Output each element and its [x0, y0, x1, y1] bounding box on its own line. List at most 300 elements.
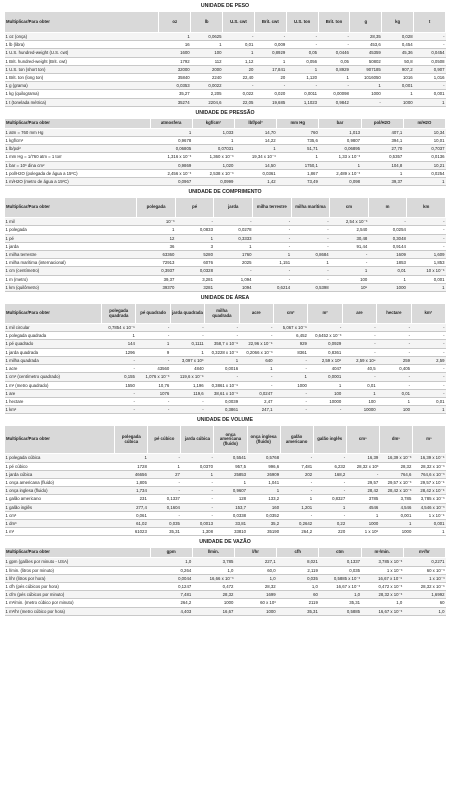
- table-cell: -: [136, 332, 170, 340]
- table-cell: 35,31: [277, 607, 319, 615]
- row-label: 1 lb/pol²: [5, 145, 151, 153]
- table-cell: 1: [247, 487, 280, 495]
- row-label: 1 kgf/cm²: [5, 137, 151, 145]
- table-cell: 0,8929: [254, 49, 286, 57]
- table-cell: 2,54 x 10⁻³: [330, 218, 369, 226]
- table-row: [5, 283, 446, 291]
- table-cell: 14,50: [234, 161, 276, 169]
- table-cell: 1,041: [247, 478, 280, 486]
- table-cell: 10⁵: [330, 283, 369, 291]
- column-header-polegada-quadrada: polegada quadrada: [102, 304, 136, 324]
- table-cell: 1,151: [253, 259, 292, 267]
- table-cell: 100: [377, 406, 411, 414]
- table-cell: 760: [277, 128, 319, 136]
- table-header-row: [5, 304, 446, 324]
- table-cell: 133,2: [247, 495, 280, 503]
- table-cell: 247,1: [239, 406, 273, 414]
- table-cell: 72913: [137, 259, 176, 267]
- table-cell: 0,0338: [214, 511, 247, 519]
- table-row: [5, 348, 446, 356]
- table-cell: 0,00098: [318, 90, 350, 98]
- table-row: [5, 178, 446, 186]
- table-cell: 0,1247: [150, 582, 192, 590]
- table-cell: 119,6 x 10⁻⁶: [170, 373, 204, 381]
- table-cell: 1: [137, 226, 176, 234]
- table-cell: 1728: [115, 462, 148, 470]
- table-cell: -: [205, 324, 239, 332]
- table-row: [5, 381, 446, 389]
- table-cell: 0,0353: [159, 82, 191, 90]
- row-label: 1 bar = 10⁶ dina cm²: [5, 161, 151, 169]
- row-label: 1 jarda: [5, 242, 137, 250]
- header-multiplicar-para-obter: Multiplicar/Para obter: [5, 12, 159, 33]
- table-cell: -: [239, 373, 273, 381]
- table-cell: -: [308, 324, 342, 332]
- table-cell: 0,5398: [291, 283, 330, 291]
- column-header-milha-maritima: milha marítima: [291, 198, 330, 218]
- row-label: 1 galão inglês: [5, 503, 115, 511]
- column-header-polegada-cubica: polegada cúbica: [115, 426, 148, 454]
- table-cell: 60: [277, 591, 319, 599]
- table-cell: 39,37: [361, 178, 403, 186]
- table-cell: 0,1604: [148, 503, 181, 511]
- table-row: [5, 511, 446, 519]
- table-cell: -: [280, 511, 313, 519]
- table-cell: 1,6992: [403, 591, 445, 599]
- row-label: 1 polegada: [5, 226, 137, 234]
- table-cell: 0,009: [254, 41, 286, 49]
- table-cell: 1792: [159, 57, 191, 65]
- table-cell: 358,7 x 10⁻⁸: [205, 340, 239, 348]
- table-cell: -: [286, 41, 318, 49]
- table-cell: 33810: [214, 528, 247, 536]
- table-cell: 46656: [115, 470, 148, 478]
- column-header-cm: cm: [330, 198, 369, 218]
- table-cell: 16,67 x 10⁻³: [319, 582, 361, 590]
- table-cell: 35,27: [159, 90, 191, 98]
- table-cell: 0,06805: [150, 145, 192, 153]
- table-cell: 1: [414, 98, 446, 106]
- table-cell: 0,22: [313, 519, 346, 527]
- table-cell: 1760: [214, 251, 253, 259]
- table-cell: 50802: [350, 57, 382, 65]
- table-cell: 3: [175, 242, 214, 250]
- table-cell: 0,3937: [137, 267, 176, 275]
- table-cell: -: [377, 332, 411, 340]
- table-cell: 1000: [346, 519, 379, 527]
- table-cell: -: [102, 365, 136, 373]
- table-cell: 1,1023: [286, 98, 318, 106]
- table-cell: -: [205, 373, 239, 381]
- column-header-l-hr: l/hr: [234, 548, 276, 558]
- table-cell: 1016050: [350, 74, 382, 82]
- table-cell: -: [411, 381, 445, 389]
- table-cell: 1: [286, 65, 318, 73]
- table-cell: 0,2066 x 10⁻³: [239, 348, 273, 356]
- column-header-m: m²: [308, 304, 342, 324]
- column-header-l-min: l/min.: [192, 548, 234, 558]
- table-cell: -: [253, 267, 292, 275]
- table-cell: 0,0254: [368, 226, 407, 234]
- table-cell: 63360: [137, 251, 176, 259]
- table-cell: 0,001: [379, 511, 412, 519]
- table-cell: 1,360 x 10⁻³: [192, 153, 234, 161]
- table-cell: 1094: [214, 283, 253, 291]
- table-cell: -: [148, 478, 181, 486]
- table-row: [5, 226, 446, 234]
- table-cell: 100: [330, 275, 369, 283]
- conversion-table-unidade-de-volume: [4, 425, 446, 536]
- table-cell: -: [280, 454, 313, 462]
- table-cell: 929: [273, 340, 307, 348]
- table-cell: 1: [319, 161, 361, 169]
- table-cell: 8361: [273, 348, 307, 356]
- table-row: [5, 33, 446, 41]
- table-cell: 640: [239, 356, 273, 364]
- row-label: 1 onça americana (fluido): [5, 478, 115, 486]
- table-row: [5, 145, 446, 153]
- table-cell: -: [330, 259, 369, 267]
- table-row: [5, 566, 446, 574]
- table-cell: 1: [411, 406, 445, 414]
- table-cell: -: [291, 242, 330, 250]
- table-cell: 0,2642: [280, 519, 313, 527]
- table-cell: 91,44: [330, 242, 369, 250]
- table-cell: 0,3861 x 10⁻⁶: [205, 381, 239, 389]
- table-cell: 27: [148, 470, 181, 478]
- table-cell: 1 x 10⁻⁶: [412, 511, 445, 519]
- table-cell: 60,0: [234, 566, 276, 574]
- table-cell: 0,020: [254, 90, 286, 98]
- table-cell: 6,232: [313, 462, 346, 470]
- table-cell: 1: [313, 503, 346, 511]
- table-cell: -: [291, 218, 330, 226]
- table-cell: 144: [102, 340, 136, 348]
- table-cell: 231: [115, 495, 148, 503]
- table-cell: 1: [253, 251, 292, 259]
- table-cell: -: [254, 33, 286, 41]
- column-header-kgf-cm: kgf/cm²: [192, 118, 234, 128]
- table-cell: 1,196: [170, 381, 204, 389]
- table-cell: 1,308: [181, 528, 214, 536]
- table-cell: 1,0: [277, 582, 319, 590]
- table-cell: 28,42 x 10⁻⁶: [412, 487, 445, 495]
- table-cell: 0,0013: [181, 519, 214, 527]
- table-row: [5, 242, 446, 250]
- table-cell: 1: [148, 462, 181, 470]
- table-cell: 1,094: [214, 275, 253, 283]
- row-label: 1 hectare: [5, 397, 102, 405]
- table-cell: 1: [280, 495, 313, 503]
- table-cell: 0,001: [382, 82, 414, 90]
- table-cell: 1: [379, 519, 412, 527]
- table-header-row: [5, 548, 446, 558]
- table-cell: 2,456 x 10⁻³: [150, 169, 192, 177]
- row-label: 1 gpm (galões por minuto - USA): [5, 558, 151, 566]
- table-cell: 1,0: [150, 558, 192, 566]
- table-cell: 202: [280, 470, 313, 478]
- table-cell: 100: [191, 49, 223, 57]
- table-cell: 1296: [102, 348, 136, 356]
- table-cell: -: [102, 397, 136, 405]
- row-label: 1 Brit. ton (long ton): [5, 74, 159, 82]
- table-cell: 0,05: [318, 57, 350, 65]
- table-cell: 0,5885: [319, 607, 361, 615]
- table-cell: -: [136, 406, 170, 414]
- table-cell: 2025: [214, 259, 253, 267]
- table-cell: 1: [254, 57, 286, 65]
- table-cell: 5,067 x 10⁻⁶: [273, 324, 307, 332]
- table-row: [5, 340, 446, 348]
- column-header-lb: lb: [191, 12, 223, 33]
- table-cell: 4047: [308, 365, 342, 373]
- table-cell: -: [318, 82, 350, 90]
- table-cell: 3,785 x 10⁻³: [361, 558, 403, 566]
- section-title-unidade-de-vazao: UNIDADE DE VAZÃO: [199, 539, 251, 546]
- table-cell: -: [291, 226, 330, 234]
- table-cell: 4840: [170, 365, 204, 373]
- table-cell: -: [148, 454, 181, 462]
- row-label: 1 mil circular: [5, 324, 102, 332]
- table-cell: 16,67: [192, 607, 234, 615]
- column-header-g: g: [350, 12, 382, 33]
- table-cell: 1,33 x 10⁻³: [319, 153, 361, 161]
- header-multiplicar-para-obter: Multiplicar/Para obter: [5, 118, 151, 128]
- table-cell: -: [407, 242, 446, 250]
- table-cell: 29,57: [346, 478, 379, 486]
- table-cell: 2,119: [277, 566, 319, 574]
- table-cell: 153,7: [214, 503, 247, 511]
- table-cell: 60: [403, 599, 445, 607]
- row-label: 1 are: [5, 389, 102, 397]
- row-label: 1 Brit. hundred-weight (Brit. cwt): [5, 57, 159, 65]
- table-cell: 168,2: [313, 470, 346, 478]
- table-cell: 1: [291, 259, 330, 267]
- table-cell: -: [253, 234, 292, 242]
- table-cell: 2204,6: [191, 98, 223, 106]
- table-cell: 0,028: [382, 33, 414, 41]
- row-label: 1 m² (metro quadrado): [5, 381, 102, 389]
- column-header-u-s-cwt: U.S. cwt: [223, 12, 255, 33]
- column-header-galao-ingles: galão inglês: [313, 426, 346, 454]
- table-cell: 60 x 10³: [234, 599, 276, 607]
- table-cell: -: [205, 332, 239, 340]
- table-cell: -: [377, 340, 411, 348]
- column-header-brit-cwt: Brit. cwt: [254, 12, 286, 33]
- row-label: 1 milha terrestre: [5, 251, 137, 259]
- table-cell: 1: [136, 340, 170, 348]
- table-cell: 0,0136: [403, 153, 445, 161]
- column-header-atmosfera: atmosfera: [150, 118, 192, 128]
- table-cell: -: [181, 503, 214, 511]
- table-cell: 0,0254: [403, 169, 445, 177]
- table-cell: 43560: [136, 365, 170, 373]
- table-cell: 957,5: [214, 462, 247, 470]
- table-cell: 27,70: [361, 145, 403, 153]
- row-label: 1 cm³: [5, 511, 115, 519]
- header-multiplicar-para-obter: Multiplicar/Para obter: [5, 304, 102, 324]
- column-header-m-hr: m³/hr: [403, 548, 445, 558]
- table-cell: -: [136, 356, 170, 364]
- table-cell: 19,685: [254, 98, 286, 106]
- row-label: 1 lb (libra): [5, 41, 159, 49]
- table-cell: 764,6: [379, 470, 412, 478]
- table-cell: 1,0: [234, 574, 276, 582]
- table-cell: 227,1: [234, 558, 276, 566]
- header-multiplicar-para-obter: Multiplicar/Para obter: [5, 426, 115, 454]
- table-cell: 0,6452 x 10⁻³: [308, 332, 342, 340]
- table-cell: 0,022: [223, 90, 255, 98]
- table-cell: -: [414, 41, 446, 49]
- table-cell: -: [342, 324, 376, 332]
- table-row: [5, 57, 446, 65]
- header-multiplicar-para-obter: Multiplicar/Para obter: [5, 548, 151, 558]
- table-cell: -: [102, 406, 136, 414]
- table-cell: 17,841: [254, 65, 286, 73]
- table-cell: 104,8: [361, 161, 403, 169]
- column-header-mm-hg: mm Hg: [277, 118, 319, 128]
- table-cell: -: [377, 373, 411, 381]
- table-cell: -: [377, 381, 411, 389]
- table-cell: 407,1: [361, 128, 403, 136]
- table-cell: 16,39 x 10⁻³: [379, 454, 412, 462]
- table-cell: 0,7854 x 10⁻⁶: [102, 324, 136, 332]
- table-cell: 36: [137, 242, 176, 250]
- table-cell: 6076: [175, 259, 214, 267]
- column-header-u-s-ton: U.S. ton: [286, 12, 318, 33]
- row-label: 1 m³: [5, 528, 115, 536]
- column-header-ctm: ctm: [319, 548, 361, 558]
- table-cell: 1000: [273, 381, 307, 389]
- conversion-tables-page: [4, 2, 446, 616]
- table-cell: 0,0001: [308, 373, 342, 381]
- table-cell: 0,5768: [247, 454, 280, 462]
- table-cell: 29,57 x 10⁻⁶: [412, 478, 445, 486]
- table-row: [5, 454, 446, 462]
- table-cell: 28,32 x 10³: [346, 462, 379, 470]
- table-cell: 0,9144: [368, 242, 407, 250]
- row-label: 1 mm Hg = 1/760 atm = 1 torr: [5, 153, 151, 161]
- table-row: [5, 599, 446, 607]
- table-cell: -: [253, 275, 292, 283]
- table-cell: 0,8929: [318, 65, 350, 73]
- table-cell: 16,67 x 10⁻⁶: [361, 574, 403, 582]
- table-cell: 10000: [308, 397, 342, 405]
- table-cell: 2,47: [239, 397, 273, 405]
- column-header-pol-h2o: pol/H2O: [361, 118, 403, 128]
- table-cell: -: [411, 389, 445, 397]
- table-cell: 1: [273, 373, 307, 381]
- row-label: 1 m/H2O (metro de água a 15ºC): [5, 178, 151, 186]
- table-cell: 1: [115, 454, 148, 462]
- table-cell: 12: [137, 234, 176, 242]
- header-multiplicar-para-obter: Multiplicar/Para obter: [5, 198, 137, 218]
- table-header-row: [5, 426, 446, 454]
- column-header-oz: oz: [159, 12, 191, 33]
- table-cell: 1: [308, 381, 342, 389]
- table-cell: -: [407, 226, 446, 234]
- table-cell: -: [170, 406, 204, 414]
- table-cell: -: [102, 356, 136, 364]
- table-cell: 28,32 x 10⁻³: [412, 462, 445, 470]
- table-row: [5, 487, 446, 495]
- table-cell: -: [291, 234, 330, 242]
- table-row: [5, 558, 446, 566]
- column-header-jarda: jarda: [214, 198, 253, 218]
- table-cell: 0,454: [382, 41, 414, 49]
- row-label: 1 pol/H2O (polegada de água a 15ºC): [5, 169, 151, 177]
- section-title-unidade-de-volume: UNIDADE DE VOLUME: [197, 417, 253, 424]
- column-header-jarda-cubica: jarda cúbica: [181, 426, 214, 454]
- table-cell: 2119: [277, 599, 319, 607]
- row-label: 1 m³/min. (metro cúbico por minuto): [5, 599, 151, 607]
- row-label: 1 g (grama): [5, 82, 159, 90]
- table-cell: 0,9842: [318, 98, 350, 106]
- table-cell: -: [175, 218, 214, 226]
- row-label: 1 dm³: [5, 519, 115, 527]
- table-cell: 1,016: [414, 74, 446, 82]
- table-row: [5, 356, 446, 364]
- table-cell: 0,035: [319, 566, 361, 574]
- column-header-bar: bar: [319, 118, 361, 128]
- row-label: 1 pé: [5, 234, 137, 242]
- table-cell: 0,07031: [192, 145, 234, 153]
- table-cell: -: [411, 365, 445, 373]
- table-cell: 39370: [137, 283, 176, 291]
- column-header-m: m: [368, 198, 407, 218]
- table-cell: 0,0370: [181, 462, 214, 470]
- table-cell: 264,2: [280, 528, 313, 536]
- row-label: 1 onça inglesa (fluido): [5, 487, 115, 495]
- table-cell: 3,785: [379, 495, 412, 503]
- column-header-acre: acre: [239, 304, 273, 324]
- table-cell: 22,96 x 10⁻⁶: [239, 340, 273, 348]
- table-cell: 0,6214: [253, 283, 292, 291]
- row-label: 1 km (quilômetro): [5, 283, 137, 291]
- table-cell: 1,609: [407, 251, 446, 259]
- conversion-table-unidade-de-vazao: [4, 547, 446, 615]
- table-cell: 100: [342, 397, 376, 405]
- table-cell: 0,0929: [308, 340, 342, 348]
- table-cell: -: [377, 324, 411, 332]
- table-cell: 1: [159, 33, 191, 41]
- table-cell: 0,9607: [214, 487, 247, 495]
- table-row: [5, 251, 446, 259]
- table-cell: 907,2: [382, 65, 414, 73]
- table-cell: -: [286, 82, 318, 90]
- row-label: 1 galão americano: [5, 495, 115, 503]
- table-cell: 0,472 x 10⁻³: [361, 582, 403, 590]
- table-cell: 2,489 x 10⁻³: [319, 169, 361, 177]
- table-cell: 0,3048: [368, 234, 407, 242]
- table-cell: 29,57 x 10⁻³: [379, 478, 412, 486]
- table-cell: 0,9678: [150, 137, 192, 145]
- table-cell: -: [411, 332, 445, 340]
- table-cell: -: [181, 454, 214, 462]
- table-cell: 0,0833: [175, 226, 214, 234]
- table-cell: 1: [318, 74, 350, 82]
- table-cell: 14,22: [234, 137, 276, 145]
- table-cell: 0,0625: [191, 33, 223, 41]
- table-cell: 1: [350, 82, 382, 90]
- table-cell: 1550: [102, 381, 136, 389]
- table-cell: 8,021: [277, 558, 319, 566]
- table-cell: 1: [277, 153, 319, 161]
- table-row: [5, 218, 446, 226]
- table-cell: -: [377, 348, 411, 356]
- table-row: [5, 74, 446, 82]
- table-cell: -: [368, 218, 407, 226]
